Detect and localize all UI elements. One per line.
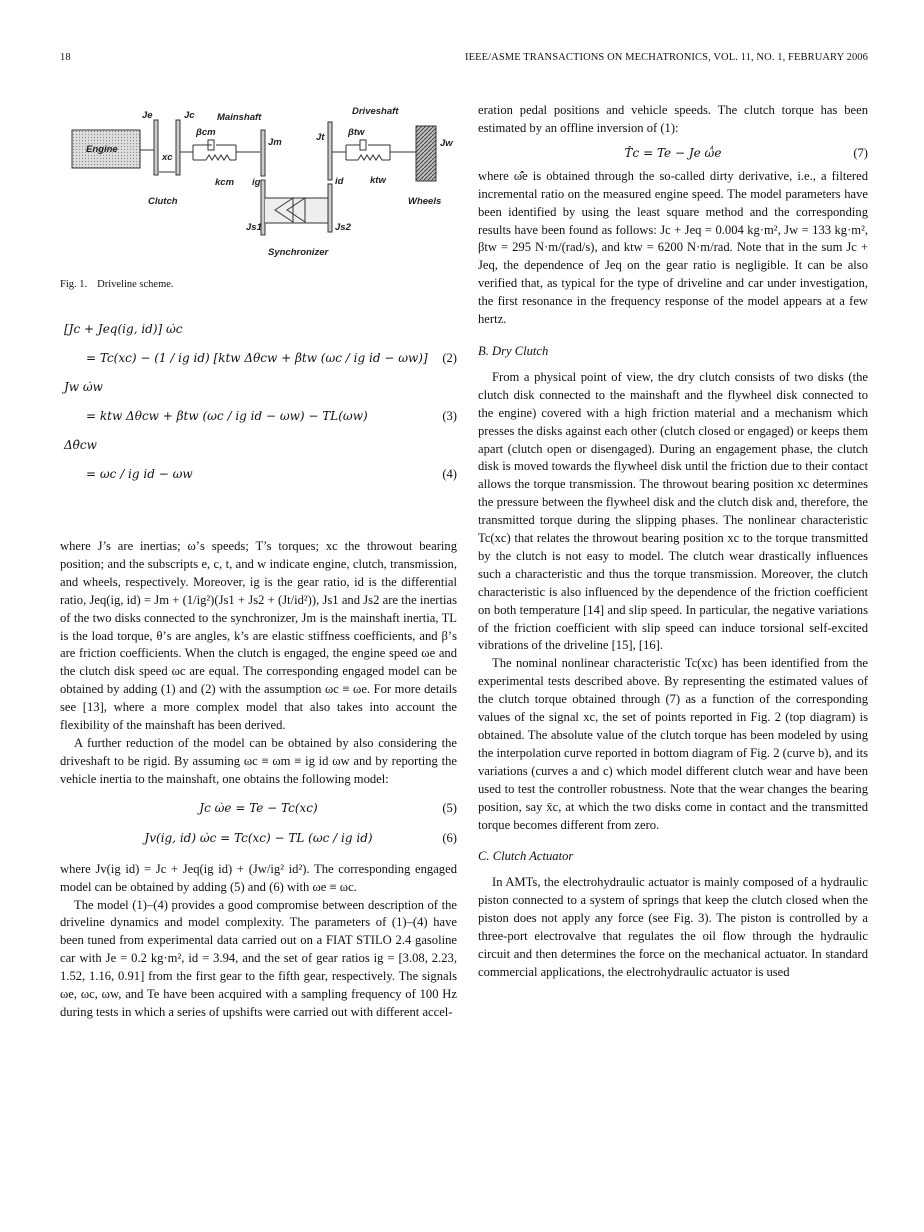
paragraph: A further reduction of the model can be obtained by also considering the driveshaft to be rigid. By assuming ωc ≡ ωm ≡ ig id ωw and by reporting the vehicle inertia to the mainshaft, one obtains the following model: [60,735,457,786]
equation-2-rhs [64,340,457,376]
equation-4-number: (4) [442,467,457,481]
driveshaft-label: Driveshaft [352,106,399,117]
engine-label: Engine [86,144,118,155]
paragraph: where ω̂̇e is obtained through the so-called dirty derivative, i.e., a filtered incremental ratio on the measured engine speed. The model parameters have been identified by using the least square method and the corresponding results have been found as follows: Jc + Jeq = 0.004 kg·m², Jw = 133 kg·m², βtw = 295 N·m/(rad/s), and ktw = 6200 N·m/rad. Note that in the sum Jc + Jeq, the dependence of Jeq on the gear ratio is negligible. It can be also verified that, as typical for the type of driveline and car under investigation, the first resonance in the frequency response of the model appears at a few hertz. [478,168,868,327]
equation-4-lhs: Δθ̇cw [64,438,97,452]
equation-5-text: Jc ω̇e = Te − Tc(xc) [199,800,318,815]
label-k-cm: kcm [215,177,235,188]
label-id: id [335,176,344,187]
equation-2-lhs: [Jc + Jeq(ig, id)] ω̇c [64,322,183,336]
paragraph: In AMTs, the electrohydraulic actuator is mainly composed of a hydraulic piston connected to a system of springs that keep the clutch closed when the piston does not apply any force (see Fig. 3). The piston is controlled by a three-port electrovalve that regulates the oil flow through the hydraulic circuit and then determines the force on the mechanical actuator. In standard commercial applications, the electrohydraulic actuator is used [478,875,868,979]
label-beta-cm: βcm [196,127,216,138]
label-je: Je [142,110,153,121]
mainshaft-label: Mainshaft [217,112,262,123]
equation-4-rhs [64,456,457,492]
equation-5-number: (5) [442,800,457,815]
equation-2-number: (2) [442,351,457,365]
equation-5 [60,797,457,819]
equation-3-rhs [64,398,457,434]
driveline-figure [60,100,460,270]
label-beta-tw: βtw [348,127,365,138]
equation-6 [60,819,457,857]
equation-3-lhs: Jw ω̇w [64,380,103,394]
wheels-label: Wheels [408,196,442,207]
equation-7-text: T̂c = Te − Je ω̂̇e [624,145,722,160]
equation-7 [478,138,868,168]
paragraph: where Jv(ig id) = Jc + Jeq(ig id) + (Jw/ig² id²). The corresponding engaged model can be obtained by adding (5) and (6) with ωe ≡ ωc. [60,861,457,894]
equation-6-number: (6) [442,830,457,845]
figure-caption [60,279,174,290]
left-column-text [60,538,457,1022]
equation-3-number: (3) [442,409,457,423]
equation-2-text: = Tc(xc) − (1 / ig id) [ktw Δθcw + βtw (ωc / ig id − ωw)] [86,351,428,365]
caption-number: Fig. 1. [60,279,88,290]
label-xc: xc [162,152,173,163]
label-js2: Js2 [335,222,351,233]
paragraph: eration pedal positions and vehicle speeds. The clutch torque has been estimated by an offline inversion of (1): [478,103,868,135]
label-js1: Js1 [246,222,262,233]
right-column [478,102,868,982]
clutch-label: Clutch [148,196,178,207]
label-jc: Jc [184,110,195,121]
label-jt: Jt [316,132,325,143]
equation-4-text: = ωc / ig id − ωw [86,467,193,481]
paragraph: where J’s are inertias; ω’s speeds; T’s torques; xc the throwout bearing position; and the subscripts e, c, t, and w indicate engine, clutch, transmission, and wheels, respectively. Moreover, ig is the gear ratio, id is the differential ratio, Jeq(ig, id) = Jm + (1/ig²)(Js1 + Js2 + (Jt/id²)), Js1 and Js2 are the inertias of the two disks connected to the synchronizer, Jm is the mainshaft inertia, TL is the load torque, θ’s are angles, k’s are elastic stiffness coefficients, and β’s are friction coefficients. When the clutch is engaged, the engine speed ωe and the clutch disk speed ωc are equal. The corresponding engaged model can be obtained by adding (1) and (2) with the assumption ωc ≡ ωe. For more details see [13], where a more complex model that also takes into account the flexibility of the mainshaft has been derived. [60,539,457,733]
wheel-block [416,126,436,181]
label-ig: ig [252,177,261,188]
paragraph: The model (1)–(4) provides a good compromise between description of the driveline dynamics and model complexity. The parameters of (1)–(4) have been tuned from experimental data carried out on a FIAT STILO 2.4 gasoline car with Je = 0.2 kg·m², id = 3.94, and the set of gear ratios ig = [3.08, 2.23, 1.52, 1.16, 0.91] from the first gear to the fifth gear, respectively. The signals ωe, ωc, ωw, and Te have been acquired with a sampling frequency of 100 Hz during tests in which a series of upshifts were carried out with different accel- [60,897,457,1019]
paragraph: The nominal nonlinear characteristic Tc(xc) has been identified from the experimental tests described above. By representing the estimated values of the clutch torque obtained through (7) as a function of the corresponding values of the signal xc, the set of points reported in Fig. 2 (top diagram) is obtained. The absolute value of the clutch torque has been modeled by using the interpolation curve reported in bottom diagram of Fig. 2 (curve b), and its variations (curves a and c) which model different clutch wear and have been used to test the controller robustness. Note that the wear changes the bearing position, say x̄c, at which the two disks come in contact and the transmitted torque becomes different from zero. [478,656,868,832]
page-number: 18 [60,52,71,63]
left-column [64,318,457,492]
running-header: IEEE/ASME TRANSACTIONS ON MECHATRONICS, VOL. 11, NO. 1, FEBRUARY 2006 [464,52,868,63]
paragraph: From a physical point of view, the dry clutch consists of two disks (the clutch disk connected to the mainshaft and the flywheel disk connected to the engine) covered with a high friction material and a mechanism which presses the disks against each other (clutch closed or engaged) or keeps them apart (clutch open or disengaged). During an engagement phase, the clutch disk is moved towards the flywheel disk until the friction due to their contact allows the torque transmission. The throwout bearing position xc determines the pressure between the flywheel disk and the clutch disk and, therefore, the transmitted torque during the slipping phases. The nonlinear characteristic Tc(xc) that relates the throwout bearing position xc to the torque transmitted by the clutch is not easy to model. The clutch wear drastically influences such a characteristic and thus the torque transmission. Moreover, the clutch characteristic is also influenced by the dependence of the friction coefficient on both temperature [14] and slip speed. In particular, the negative variations of the friction coefficient with slip speed can induce torsional self-excited vibrations of the driveline [15], [16]. [478,369,868,653]
section-heading-clutch-actuator: C. Clutch Actuator [478,849,574,864]
label-jm: Jm [268,137,282,148]
equation-7-number: (7) [853,145,868,160]
label-k-tw: ktw [370,175,386,186]
equation-6-text: Jv(ig, id) ω̇c = Tc(xc) − TL (ωc / ig id) [144,830,373,845]
label-jw: Jw [440,138,453,149]
synchronizer-label: Synchronizer [268,247,329,258]
caption-text: Driveline scheme. [97,279,174,290]
equation-3-text: = ktw Δθcw + βtw (ωc / ig id − ωw) − TL(ωw) [86,409,368,423]
section-heading-dry-clutch: B. Dry Clutch [478,343,549,358]
